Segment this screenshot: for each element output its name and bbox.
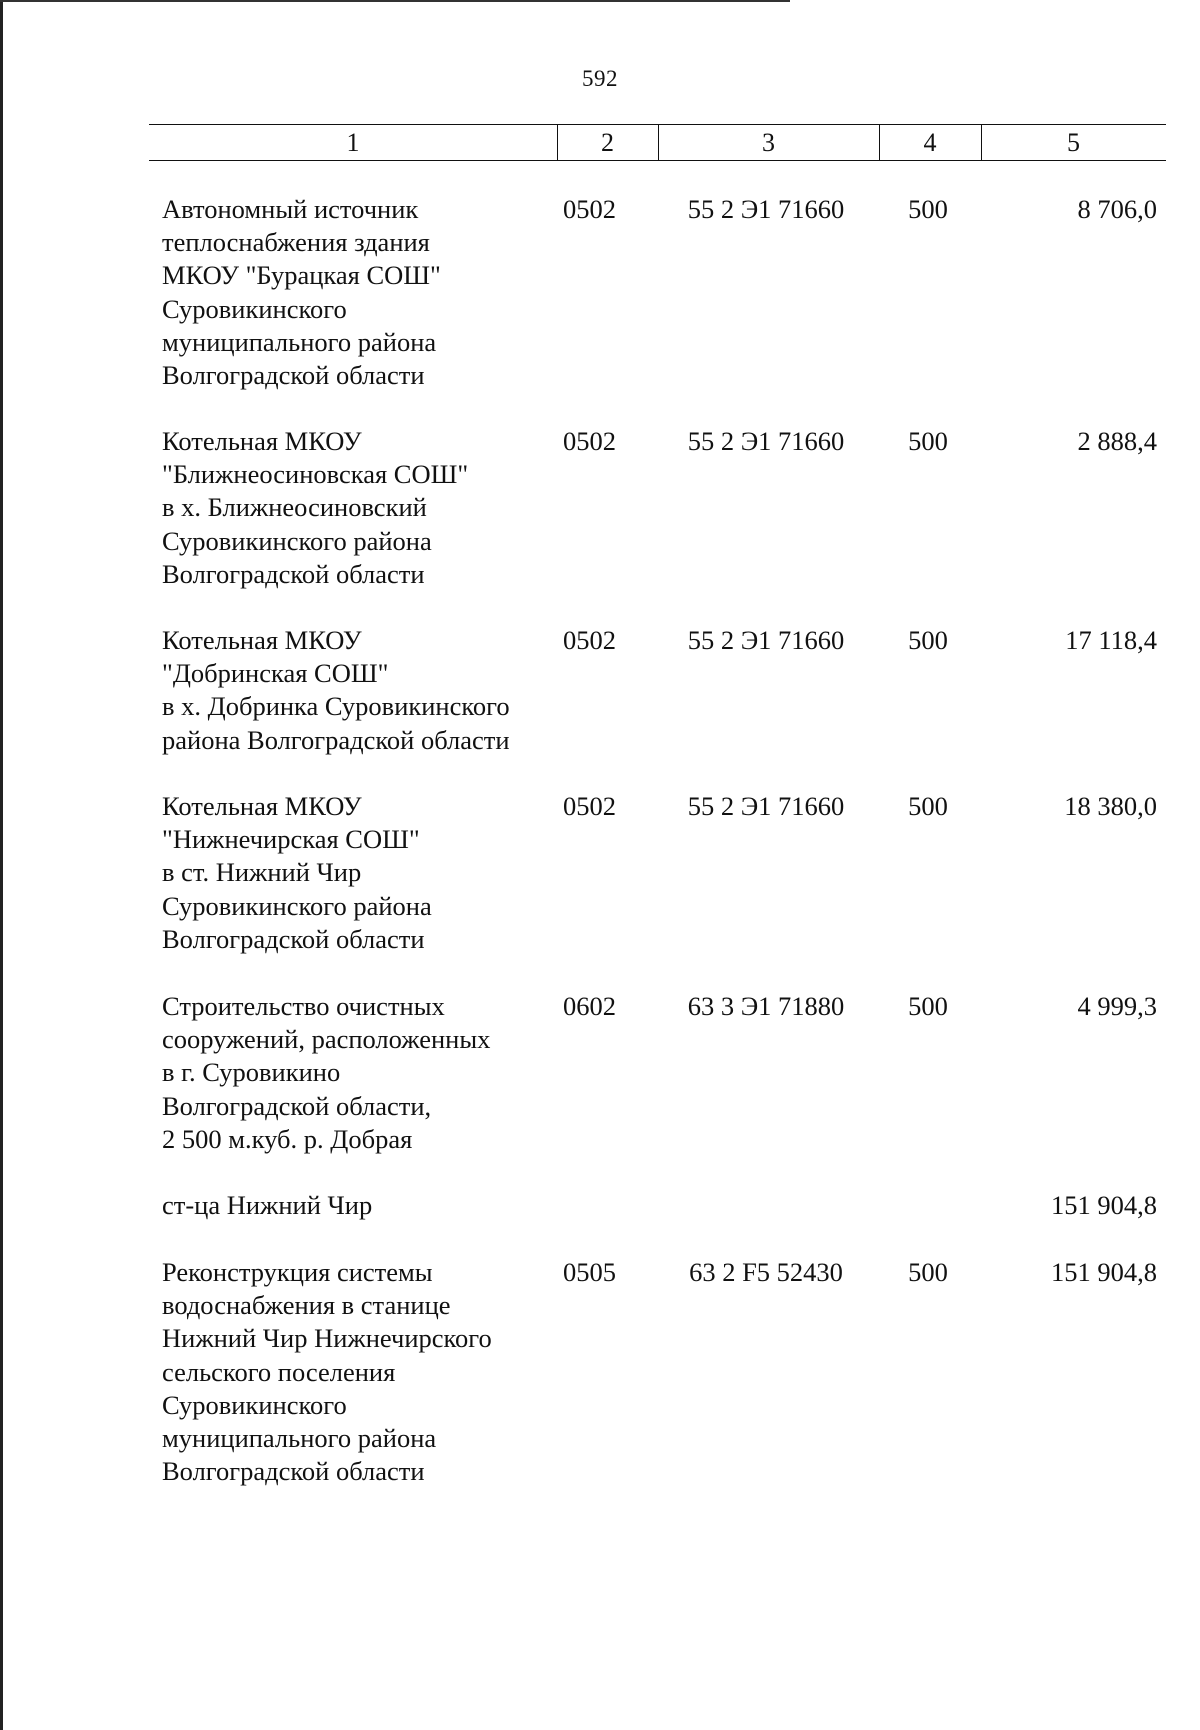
row-name-line: 2 500 м.куб. р. Добрая [162, 1123, 413, 1154]
row-name-line: Котельная МКОУ [162, 426, 362, 456]
row-name-line: в ст. Нижний Чир [162, 857, 362, 888]
row-name-line: теплоснабжения здания [162, 227, 430, 258]
row-name-line: водоснабжения в станице [162, 1290, 451, 1321]
row-expense-type: 500 [908, 791, 948, 821]
row-amount: 18 380,0 [1064, 791, 1157, 821]
row-name-line: "Добринская СОШ" [162, 658, 389, 689]
row-name-line: в г. Суровикино [162, 1057, 341, 1088]
row-target-article: 55 2 Э1 71660 [687, 426, 845, 456]
row-expense-type: 500 [908, 426, 948, 456]
row-name-line: Волгоградской области [162, 1456, 425, 1487]
row-amount: 151 904,8 [1051, 1190, 1157, 1220]
row-target-article: 63 2 F5 52430 [689, 1257, 843, 1287]
row-target-article: 63 3 Э1 71880 [687, 991, 845, 1021]
row-name-line: Автономный источник [162, 194, 419, 224]
scan-edge-left [0, 0, 3, 1730]
row-name-line: в х. Ближнеосиновский [162, 492, 427, 523]
row-expense-type: 500 [908, 194, 948, 224]
header-col-4: 4 [923, 128, 937, 157]
row-name [162, 193, 562, 392]
row-target-article: 55 2 Э1 71660 [687, 791, 845, 821]
row-name-line: Волгоградской области [162, 558, 425, 589]
row-name-line: Волгоградской области [162, 923, 425, 954]
row-name [162, 1256, 562, 1488]
row-section: 0502 [563, 194, 616, 224]
row-name [162, 1189, 562, 1222]
row-name-line: Волгоградской области, [162, 1090, 432, 1121]
row-name [162, 990, 562, 1156]
row-section: 0502 [563, 791, 616, 821]
row-section: 0505 [563, 1257, 616, 1287]
row-section: 0502 [563, 625, 616, 655]
row-name-line: Суровикинского [162, 1389, 347, 1420]
row-name-line: Котельная МКОУ [162, 791, 362, 821]
row-section: 0502 [563, 426, 616, 456]
header-col-5: 5 [1067, 128, 1080, 157]
row-amount: 2 888,4 [1077, 426, 1157, 456]
page-number: 592 [582, 66, 618, 91]
row-name-line: Котельная МКОУ [162, 625, 362, 655]
header-col-3: 3 [762, 128, 775, 157]
row-amount: 8 706,0 [1077, 194, 1157, 224]
row-target-article: 55 2 Э1 71660 [687, 625, 845, 655]
row-name-line: в х. Добринка Суровикинского [162, 691, 510, 722]
row-expense-type: 500 [908, 625, 948, 655]
header-col-2: 2 [601, 128, 614, 157]
row-name-line: "Ближнеосиновская СОШ" [162, 459, 469, 490]
row-name-line: сельского поселения [162, 1356, 396, 1387]
row-section: 0602 [563, 991, 616, 1021]
row-amount: 4 999,3 [1077, 991, 1157, 1021]
row-name-line: Суровикинского района [162, 525, 432, 556]
scan-edge-top [0, 0, 790, 2]
row-name-line: района Волгоградской области [162, 724, 510, 755]
row-name-line: ст-ца Нижний Чир [162, 1190, 373, 1220]
row-amount: 17 118,4 [1065, 625, 1157, 655]
row-name-line: муниципального района [162, 326, 437, 357]
row-name-line: МКОУ "Бурацкая СОШ" [162, 260, 441, 291]
row-expense-type: 500 [908, 991, 948, 1021]
row-name-line: муниципального района [162, 1423, 437, 1454]
row-name-line: Нижний Чир Нижнечирского [162, 1323, 492, 1354]
row-name-line: Суровикинского района [162, 890, 432, 921]
header-col-1: 1 [346, 128, 360, 157]
row-name-line: сооружений, расположенных [162, 1024, 491, 1055]
row-name [162, 425, 562, 591]
row-name-line: Реконструкция системы [162, 1257, 433, 1287]
row-expense-type: 500 [908, 1257, 948, 1287]
row-name-line: Строительство очистных [162, 991, 445, 1021]
row-amount: 151 904,8 [1051, 1257, 1157, 1287]
row-name-line: Суровикинского [162, 293, 347, 324]
row-name-line: "Нижнечирская СОШ" [162, 824, 420, 855]
row-name [162, 790, 562, 956]
row-name-line: Волгоградской области [162, 360, 425, 391]
row-name [162, 624, 562, 757]
row-target-article: 55 2 Э1 71660 [687, 194, 845, 224]
